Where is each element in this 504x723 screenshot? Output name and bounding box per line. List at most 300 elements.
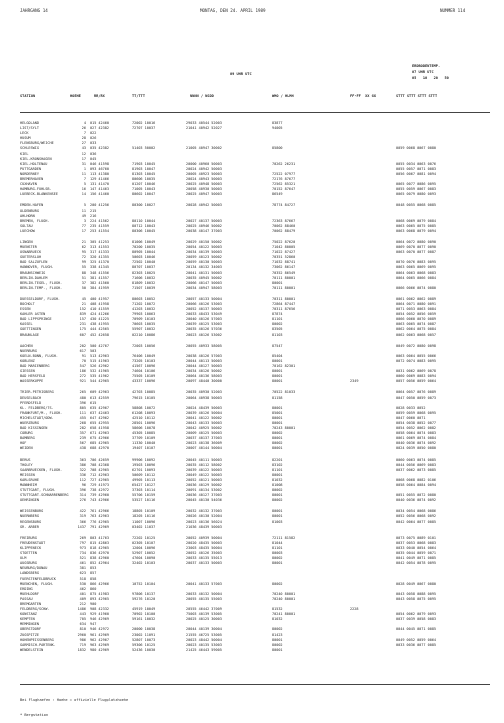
station-name: NORDERNEY — [20, 171, 39, 176]
station-height: 1832 — [77, 647, 86, 652]
wmo-group: 85404 — [272, 353, 283, 358]
temp-group: 80712 10043 — [132, 223, 156, 228]
station-height: 91 — [81, 353, 86, 358]
precip-group: 036 — [90, 151, 97, 156]
obs-group: 20029 40150 50002 — [186, 239, 222, 244]
precip-group: 947 — [90, 622, 97, 627]
precip-group: 815 42863 — [90, 540, 109, 545]
soil-temp-group: 0044 0056 0069 0083 — [396, 462, 437, 467]
soil-temp-group: 0064 0057 0076 0089 — [396, 390, 437, 395]
station-height: 3 — [83, 218, 86, 223]
station-height: 607 — [79, 332, 86, 337]
wmo-group: 81158 — [272, 395, 283, 400]
wind-group: 2349 — [350, 379, 359, 384]
station-height: 973 — [79, 545, 86, 550]
wmo-group: 80001 — [272, 415, 283, 420]
station-name: OLDENBURG — [20, 208, 39, 213]
soil-temp-group: 0060 0069 0083 0094 — [396, 374, 437, 379]
obs-group: 20024 48439 50003 — [186, 405, 222, 410]
obs-group: 20025 40125 30003 — [186, 617, 222, 622]
wmo-group: 70243 80001 — [272, 426, 296, 431]
wmo-group: 87874 — [272, 312, 283, 317]
precip-group: 046 41598 — [90, 161, 109, 166]
station-name: HOF — [20, 441, 27, 446]
station-height: 28 — [81, 136, 86, 141]
precip-group: 838 42960 — [90, 556, 109, 561]
station-height: 5 — [83, 203, 86, 208]
station-name: COBURG — [20, 431, 33, 436]
obs-group: 20064 40136 58003 — [186, 374, 222, 379]
header-divider — [20, 112, 490, 113]
station-name: SCHLESWIG — [20, 146, 39, 151]
temp-group: 12004 10096 — [132, 545, 156, 550]
precip-group: 893 42965 — [90, 596, 109, 601]
station-name: STUTTGART, FLUGH. — [20, 488, 56, 493]
precip-group: 156 41460 — [90, 192, 109, 197]
wmo-group: 71022 87427 — [272, 250, 296, 255]
wmo-group: 70152 87647 — [272, 187, 296, 192]
station-name: KEMPTEN — [20, 617, 35, 622]
station-height: 202 — [79, 343, 86, 348]
station-height: 37 — [81, 280, 86, 285]
station-height: 95 — [81, 250, 86, 255]
station-height: 212 — [79, 601, 86, 606]
station-height: 521 — [79, 556, 86, 561]
precip-group: 743 42966 — [90, 498, 109, 503]
obs-group: 20052 40126 35003 — [186, 551, 222, 556]
station-name: WENDELSTEIN — [20, 647, 44, 652]
obs-group: 20027 40137 50003 — [186, 218, 222, 223]
precip-group: 147 41463 — [90, 187, 109, 192]
soil-temp-group: 0043 0058 0088 0095 — [396, 591, 437, 596]
temp-group: 19407 10107 — [132, 446, 156, 451]
wmo-group: 80001 — [272, 637, 283, 642]
obs-group: 20042 40925 50002 — [186, 426, 222, 431]
precip-group: 410 41559 — [90, 307, 109, 312]
station-name: KLIPPENECK — [20, 545, 42, 550]
soil-temp-group: 0048 0055 0068 0085 — [396, 203, 437, 208]
obs-group: 20039 40126 50004 — [186, 410, 222, 415]
precip-group: 338 41345 — [90, 265, 109, 270]
precip-group: 438 41955 — [90, 322, 109, 327]
station-height: 7 — [83, 131, 86, 136]
station-name: PFERDSFELD — [20, 400, 42, 405]
station-height: 12 — [81, 151, 86, 156]
soil-temp-group: 0049 0072 0080 0098 — [396, 343, 437, 348]
wmo-group: 80001 — [272, 358, 283, 363]
precip-group: 408 41958 — [90, 302, 109, 306]
station-name: LINGEN — [20, 239, 33, 244]
station-name: HUSUM — [20, 136, 31, 141]
wmo-group: 94005 — [272, 126, 283, 131]
precip-group: 526 42962 — [90, 364, 109, 369]
soil-temp-group: 0072 0074 0083 0095 — [396, 358, 437, 363]
obs-group: 20066 40126 53003 — [186, 302, 222, 306]
temp-group: 53527 10116 — [132, 498, 156, 503]
obs-group: 20052 40121 50003 — [186, 477, 222, 482]
precip-group: 908 42332 — [90, 607, 109, 612]
soil-temp-group: 0043 0058 0075 0095 — [396, 596, 437, 601]
wmo-group: 72111 81582 — [272, 535, 296, 540]
temp-group: 80603 10052 — [132, 296, 156, 301]
temp-group: 10752 10104 — [132, 581, 156, 586]
soil-temp-group: 0060 0063 0074 0085 — [396, 457, 437, 462]
precip-group: 544 42965 — [90, 379, 109, 384]
station-height: 99 — [81, 260, 86, 265]
obs-group: 20134 40132 34003 — [186, 265, 222, 270]
temp-group: 71202 10072 — [132, 302, 156, 306]
obs-group: 20034 40947 58003 — [186, 285, 222, 290]
wmo-group: 80002 — [272, 441, 283, 446]
station-height: 43 — [81, 146, 86, 151]
precip-group: 305 41253 — [90, 239, 109, 244]
obs-group: 20066 40147 50003 — [186, 280, 222, 285]
legend-mountain-note: * Bergstation — [20, 713, 49, 717]
wmo-group: 70522 81033 — [272, 390, 296, 395]
soil-temp-group: 0066 0060 0070 0089 — [396, 317, 437, 322]
soil-temp-group: 0064 0063 0068 0083 — [396, 270, 437, 275]
obs-group: 20043 40133 50003 — [186, 420, 222, 425]
station-height: 530 — [79, 581, 86, 586]
precip-group: 853 — [90, 566, 97, 571]
soil-temp-group: 0064 0065 0066 0084 — [396, 275, 437, 280]
wmo-group: 80002 — [272, 642, 283, 647]
volume-label: JAHRGANG 14 — [20, 8, 48, 13]
temp-group: 70603 10035 — [132, 322, 156, 327]
obs-group: 20555 46442 37009 — [186, 607, 222, 612]
wmo-group: 82201 — [272, 457, 283, 462]
temp-group: 58606 10078 — [132, 426, 156, 431]
station-name: KARLSRUHE — [20, 477, 39, 482]
obs-group: 20023 40138 36009 — [186, 441, 222, 446]
temp-group: 82303 10025 — [132, 270, 156, 275]
soil-temp-group: 0051 0055 0072 0080 — [396, 493, 437, 498]
precip-group: 836 42970 — [90, 551, 109, 556]
col-station: STATION — [20, 94, 36, 98]
precip-group: 381 41557 — [90, 275, 109, 280]
wmo-group: 83505 — [272, 327, 283, 332]
wmo-group: 72176 87677 — [272, 177, 296, 182]
soil-temp-group: 0037 0039 0058 0083 — [396, 617, 437, 622]
obs-group: 20033 40135 55013 — [186, 556, 222, 561]
soil-temp-group: 0028 0049 0067 0080 — [396, 581, 437, 586]
obs-group: 20044 40139 30004 — [186, 627, 222, 632]
temp-group: 81903 10047 — [132, 166, 156, 171]
obs-group: 20057 40133 50004 — [186, 296, 222, 301]
temp-group: 41203 10032 — [132, 307, 156, 312]
station-height: 462 — [79, 586, 86, 591]
station-name: KOBLENZ — [20, 358, 35, 363]
temp-group: 80110 10044 — [132, 218, 156, 223]
station-name: HELGOLAND — [20, 121, 39, 125]
obs-group: 20064 40938 50003 — [186, 395, 222, 400]
wmo-group: 78774 84727 — [272, 203, 296, 208]
station-height: 157 — [79, 317, 86, 322]
station-height: 921 — [79, 379, 86, 384]
station-name: BAD HERSFELD — [20, 374, 46, 379]
soil-temp-group: 0042 0054 0078 0095 — [396, 561, 437, 566]
obs-group: 20024 40942 50003 — [186, 166, 222, 171]
col-ff: FF-FF XX GG — [350, 94, 376, 98]
obs-group: 20044 40113 50003 — [186, 358, 222, 363]
soil-temp-group: 0063 0064 0055 0066 — [396, 353, 437, 358]
wmo-group: 80001 — [272, 280, 283, 285]
precip-group: 026 — [90, 136, 97, 141]
obs-group: 20040 40126 57003 — [186, 317, 222, 322]
obs-group: 20023 40136 56024 — [186, 519, 222, 524]
station-height: 14 — [81, 192, 86, 197]
temp-group: 52907 10052 — [132, 551, 156, 556]
soil-temp-group: 0057 0056 0059 0064 — [396, 379, 437, 384]
temp-group: 99906 10092 — [132, 457, 156, 462]
col-rx: RR/RX — [94, 94, 105, 98]
station-height: 16 — [81, 187, 86, 192]
precip-group: 929 41960 — [90, 612, 109, 617]
station-height: 805 — [79, 405, 86, 410]
station-name: BREMEN, FLUGH. — [20, 218, 50, 223]
soil-temp-group: 0062 0063 0068 0057 — [396, 332, 437, 337]
col-obs: NNNN / NSDD — [190, 94, 214, 98]
station-height: 1486 — [77, 607, 86, 612]
station-height: 518 — [79, 576, 86, 581]
station-height: 70 — [81, 358, 86, 363]
wmo-group: 70162 82301 — [272, 364, 296, 369]
soil-temp-title: ERDBODENTEMP. — [412, 64, 441, 68]
precip-group: 727 42965 — [90, 477, 109, 482]
station-height: 797 — [79, 540, 86, 545]
station-name: KIEL — [20, 151, 29, 156]
precip-group: 382 41560 — [90, 280, 109, 285]
soil-temp-group: 0024 0039 0050 0080 — [396, 446, 437, 451]
station-name: BREMERHAVEN — [20, 177, 44, 182]
wmo-group: 70352 86549 — [272, 270, 296, 275]
station-name: LIST/SYLT — [20, 126, 39, 131]
temp-group: 62701 10093 — [132, 467, 156, 472]
obs-group: 20025 40948 50003 — [186, 182, 222, 187]
obs-group: 20024 40943 50003 — [186, 177, 222, 182]
station-name: SOLTAU — [20, 223, 33, 228]
station-name: EMDEN-HAFEN — [20, 203, 44, 208]
precip-group: 980 42969 — [90, 647, 109, 652]
precip-group: 739 42960 — [90, 493, 109, 498]
temp-group: 42510 10112 — [132, 415, 156, 420]
station-name: WASSERKUPPE — [20, 379, 44, 384]
station-height: 5 — [83, 182, 86, 187]
temp-group: 49905 10113 — [132, 477, 156, 482]
precip-group: 613 42559 — [90, 395, 109, 400]
precip-group: 400 41957 — [90, 296, 109, 301]
station-name: ERDING — [20, 586, 33, 591]
wmo-group: 80002 — [272, 488, 283, 493]
station-name: LUECHOW — [20, 228, 35, 233]
precip-group: 706 42659 — [90, 457, 109, 462]
temp-group: 41567 10096 — [132, 364, 156, 369]
station-name: BERLIN-TEMP., FLUGH. — [20, 285, 63, 290]
wmo-group: 72522 07977 — [272, 171, 296, 176]
station-name: KIEL-HOLTENAU — [20, 161, 48, 166]
station-height: 734 — [79, 551, 86, 556]
obs-group: 20032 40132 37003 — [186, 509, 222, 514]
station-height: 357 — [79, 431, 86, 436]
station-name: NEUBURG/DONAU — [20, 566, 48, 571]
table-row — [20, 648, 490, 653]
col-wmo: WMO / HLMH — [272, 94, 294, 98]
station-name: BAD SALZUFLEN — [20, 260, 48, 265]
station-height: 72 — [81, 255, 86, 260]
precip-group: 708 42368 — [90, 462, 109, 467]
wmo-group: 70062 88460 — [272, 223, 296, 228]
temp-group: 32402 10103 — [132, 561, 156, 566]
temp-group: 81006 10049 — [132, 239, 156, 244]
temp-group: 42703 10085 — [132, 390, 156, 395]
precip-group: 500 42767 — [90, 343, 109, 348]
temp-group: 55907 10032 — [132, 327, 156, 332]
soil-temp-group: 0056 0067 0081 0094 — [396, 171, 437, 176]
soil-temp-group: 0055 0034 0063 0076 — [396, 161, 437, 166]
wmo-group: 73062 86147 — [272, 265, 296, 270]
station-name: SAARBRUECKEN, FLUGH. — [20, 467, 63, 472]
wmo-group: 81003 — [272, 519, 283, 524]
station-height: 77 — [81, 223, 86, 228]
temp-group: 47604 10090 — [132, 556, 156, 561]
station-height: 623 — [79, 571, 86, 576]
obs-group: 20023 40126 53002 — [186, 332, 222, 337]
obs-group: 21036 48439 50003 — [186, 524, 222, 529]
precip-group: 635 42967 — [90, 405, 109, 410]
precip-group: 129 41466 — [90, 177, 109, 182]
obs-group: 20041 40133 57003 — [186, 581, 222, 586]
precip-group: 224 41562 — [90, 218, 109, 223]
obs-group: 20033 40132 50004 — [186, 591, 222, 596]
station-height: 314 — [79, 493, 86, 498]
temp-group: 52436 10030 — [132, 647, 156, 652]
temp-group: 50609 10112 — [132, 472, 156, 477]
station-name: CUXHAVEN — [20, 182, 37, 187]
station-name: BERUS — [20, 457, 31, 462]
temp-group: 71005 10043 — [132, 187, 156, 192]
station-height: 366 — [79, 519, 86, 524]
station-name: MEMMINGEN — [20, 622, 39, 627]
station-name: LANDSBERG — [20, 571, 39, 576]
temp-group: 72003 10056 — [132, 343, 156, 348]
obs-group: 21005 40947 30002 — [186, 146, 222, 151]
precip-group: 791 42969 — [90, 524, 109, 529]
soil-temp-group: 0049 0052 0059 0064 — [396, 637, 437, 642]
station-height: 1437 — [77, 524, 86, 529]
wmo-group: 80001 — [272, 405, 283, 410]
obs-group: 20005 40923 50003 — [186, 171, 222, 176]
station-height: 336 — [79, 472, 86, 477]
obs-group: 21041 40942 52027 — [186, 126, 222, 131]
soil-temp-group: 0063 0070 0077 0087 — [396, 250, 437, 255]
temp-group: 28501 10096 — [132, 420, 156, 425]
precip-group: 093 46760 — [90, 166, 109, 171]
station-name: WEIDEN — [20, 446, 33, 451]
temp-group: 59306 10125 — [132, 642, 156, 647]
col-hoehe: HOEHE — [70, 94, 81, 98]
wmo-group: 70240 80001 — [272, 596, 296, 601]
soil-temp-group: 0055 0057 0071 0083 — [396, 166, 437, 171]
station-height: 268 — [79, 420, 86, 425]
obs-group: 20035 40930 52003 — [186, 390, 222, 395]
obs-group: 20039 40122 50003 — [186, 467, 222, 472]
station-name: STOETTEN — [20, 551, 37, 556]
soil-temp-group: 0054 0052 0056 0059 — [396, 312, 437, 317]
station-height: 567 — [79, 441, 86, 446]
obs-group: 20035 40126 57036 — [186, 327, 222, 332]
station-name: WUERZBURG — [20, 420, 39, 425]
soil-temp-group: 0040 0036 0074 0092 — [396, 441, 437, 446]
station-name: FRANKFURT/M., FLUGH. — [20, 410, 63, 415]
precip-group: 860 — [90, 586, 97, 591]
precip-group: 615 — [90, 400, 97, 405]
wmo-group: 86549 — [272, 192, 283, 197]
obs-group: 21555 46725 53005 — [186, 632, 222, 637]
wmo-group: 80001 — [272, 647, 283, 652]
wmo-group: 72363 87667 — [272, 218, 296, 223]
temp-group: 80306 10045 — [132, 228, 156, 233]
temp-group: 18205 10116 — [132, 514, 156, 519]
station-height: 322 — [79, 467, 86, 472]
wmo-group: 80001 — [272, 436, 283, 441]
station-height: 422 — [79, 509, 86, 514]
station-height: 1 — [83, 166, 86, 171]
station-name: GUETERSLOH — [20, 255, 42, 260]
station-name: BERLIN-TEGEL, FLUGH. — [20, 280, 63, 285]
station-name: OEHRINGEN — [20, 498, 39, 503]
soil-temp-group: 0058 0064 0084 0094 — [396, 483, 437, 487]
temp-group: 50603 10046 — [132, 255, 156, 260]
precip-group: 875 41983 — [90, 591, 109, 596]
obs-group: 20035 40945 50002 — [186, 275, 222, 280]
wmo-group: 71032 88741 — [272, 260, 296, 265]
obs-group: 20038 40126 57003 — [186, 353, 222, 358]
temp-group: 73205 10103 — [132, 358, 156, 363]
station-table — [20, 121, 490, 653]
wmo-group: 81532 — [272, 607, 283, 612]
obs-group: 20028 40942 50003 — [186, 203, 222, 208]
station-height: 443 — [79, 612, 86, 617]
temp-group: 71507 10039 — [132, 285, 156, 290]
station-height: 461 — [79, 561, 86, 566]
wmo-group: 72562 85321 — [272, 182, 296, 187]
temp-group: 03402 11037 — [132, 524, 156, 529]
station-height: 272 — [79, 374, 86, 379]
temp-group: 72202 10125 — [132, 535, 156, 540]
soil-temp-depths: 05 10 20 50 — [412, 76, 449, 80]
station-height: 55 — [81, 265, 86, 270]
precip-group: 515 41963 — [90, 358, 109, 363]
wmo-group: 81032 — [272, 477, 283, 482]
station-height: 409 — [79, 596, 86, 601]
soil-temp-group: 0047 0050 0059 0073 — [396, 395, 437, 400]
temp-group: 79903 10063 — [132, 312, 156, 317]
precip-group: 320 41355 — [90, 255, 109, 260]
wmo-group: 80001 — [272, 514, 283, 519]
station-height: 11 — [81, 171, 86, 176]
obs-group: 23003 48435 50004 — [186, 545, 222, 550]
station-name: HAMBURG-FUHLSB. — [20, 187, 52, 192]
legend-airport-note: Bei Flughaefen : Hoehe = offizielle Flugplatzhoehe — [20, 698, 129, 702]
soil-temp-group: 0063 0065 0075 0085 — [396, 223, 437, 228]
precip-group: 763 42963 — [90, 514, 109, 519]
station-name: DUESSELDORF, FLUGH. — [20, 296, 61, 301]
station-name: BAD MARIENBERG — [20, 364, 50, 369]
soil-temp-group: 0037 0053 0068 0083 — [396, 540, 437, 545]
observation-time: 09 UHR UTC — [230, 72, 252, 76]
precip-group: 033 — [90, 141, 97, 146]
soil-temp-group: 0068 0068 0082 0106 — [396, 477, 437, 482]
